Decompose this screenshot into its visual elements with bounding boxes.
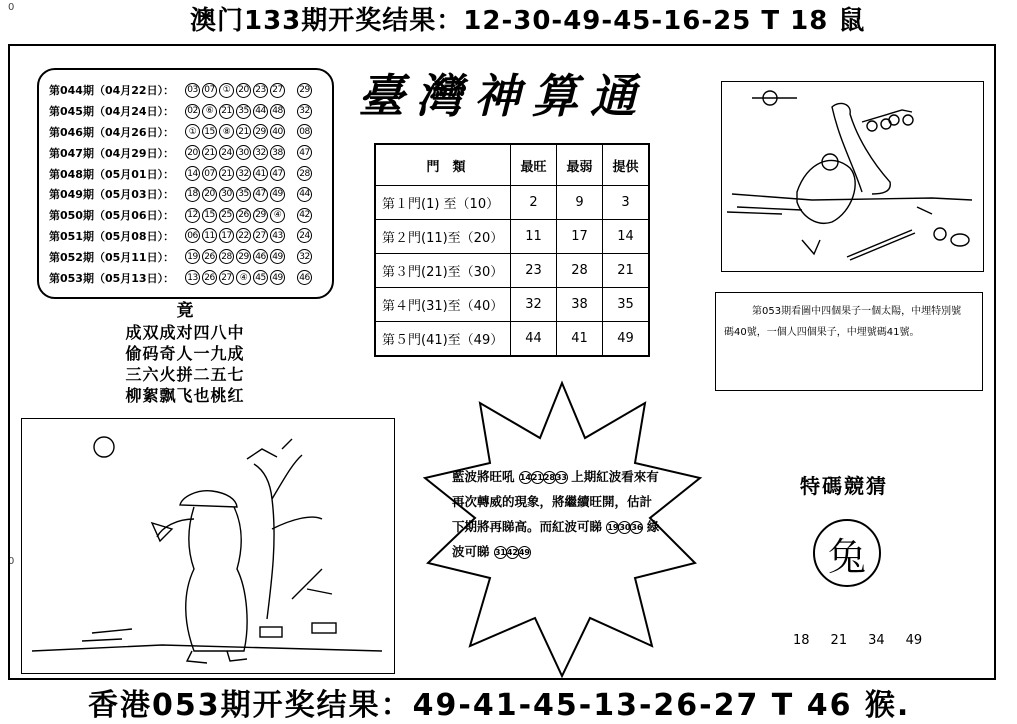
number-ball: 49 [270,187,285,202]
number-ball: 27 [253,228,268,243]
number-ball: 30 [236,145,251,160]
note-line: 第053期看圖中四個果子一個太陽，中埋特別號 [752,306,962,317]
special-number-ball: 32 [297,249,312,264]
table-cell-category: 第５門(41)至（49） [375,322,511,357]
poem-title: 竟 [176,301,194,321]
header-offered: 提供 [603,144,650,186]
number-ball: 26 [202,270,217,285]
special-number-ball: 32 [297,104,312,119]
star-text-2: 上期紅波看來有再次轉威的現象，將繼續旺開，估計下期將再睇高。而紅波可睇 [452,469,659,534]
poem-line: 柳絮飘飞也桃红 [125,386,245,405]
number-ball: 25 [219,208,234,223]
header-category: 門 類 [375,144,511,186]
header-hottest: 最旺 [511,144,557,186]
number-ball: 35 [236,187,251,202]
number-ball: ⑥ [202,104,217,119]
star-text-3: 綠波可睇 [452,519,660,559]
number-ball: 46 [253,249,268,264]
history-balls [185,270,312,285]
history-label: 第053期（05月13日）： [49,271,175,285]
history-label: 第044期（04月22日）： [49,84,175,98]
table-row [375,254,649,288]
number-ball: 02 [185,104,200,119]
number-ball: 33 [555,473,567,482]
special-number-ball: 47 [297,145,312,160]
table-row [375,186,649,220]
table-cell-value: 44 [511,322,557,357]
special-number-ball: 29 [297,83,312,98]
number-ball: 21 [219,104,234,119]
guess-number: 18 [793,633,810,648]
number-ball: 21 [202,145,217,160]
history-label: 第050期（05月06日）： [49,209,175,223]
poem-line: 偷码奇人一九成 [125,344,245,363]
guess-number: 21 [830,633,848,648]
number-ball: 23 [253,83,268,98]
number-ball: 29 [253,124,268,139]
note-line: 碼40號，一個人四個果子，中埋號碼41號。 [724,327,920,338]
history-label: 第051期（05月08日）： [49,229,175,243]
history-label: 第045期（04月24日）： [49,105,175,119]
number-ball: 03 [185,83,200,98]
number-ball: 12 [185,208,200,223]
number-ball: 06 [185,228,200,243]
history-row [49,142,324,163]
history-row [49,226,324,247]
history-balls [185,104,312,119]
history-row [49,122,324,143]
number-ball: 18 [185,187,200,202]
table-cell-value: 21 [603,254,650,288]
stats-table [374,143,650,357]
table-cell-value: 32 [511,288,557,322]
number-ball: 27 [219,270,234,285]
number-ball: ④ [236,270,251,285]
table-cell-value: 38 [557,288,603,322]
number-ball: 26 [202,249,217,264]
table-cell-value: 49 [603,322,650,357]
number-ball: 20 [236,83,251,98]
star-text-1: 藍波將旺吼 [452,469,515,484]
bottom-result-headline: 香港053期开奖结果：49-41-45-13-26-27 T 46 猴. [88,688,911,723]
number-ball: 47 [253,187,268,202]
table-cell-value: 41 [557,322,603,357]
number-ball: 48 [270,104,285,119]
ball-group [519,469,567,484]
table-row [375,288,649,322]
number-ball: 13 [185,270,200,285]
wanderer-drawing [22,419,394,673]
history-list [49,80,324,288]
number-ball: 21 [236,124,251,139]
table-cell-value: 28 [557,254,603,288]
number-ball: 47 [270,166,285,181]
special-number-ball: 46 [297,270,312,285]
number-ball: 32 [253,145,268,160]
number-ball: 31 [494,548,506,557]
number-ball: 11 [202,228,217,243]
number-ball: 49 [270,270,285,285]
wanderer-illustration [21,418,395,674]
number-ball: 30 [619,523,631,532]
ball-group [606,519,642,534]
history-row [49,267,324,288]
history-box [37,68,334,299]
table-cell-value: 9 [557,186,603,220]
history-row [49,101,324,122]
number-ball: 07 [202,83,217,98]
special-guess-title: 特碼競猜 [800,474,888,498]
header-coldest: 最弱 [557,144,603,186]
number-ball: 19 [607,523,619,532]
number-ball: 27 [270,83,285,98]
history-row [49,163,324,184]
sage-illustration [721,81,984,272]
table-cell-category: 第２門(11)至（20） [375,220,511,254]
number-ball: 14 [185,166,200,181]
number-ball: 28 [219,249,234,264]
table-cell-value: 14 [603,220,650,254]
number-ball: 15 [202,124,217,139]
table-cell-value: 11 [511,220,557,254]
history-label: 第049期（05月03日）： [49,188,175,202]
number-ball: 20 [185,145,200,160]
history-balls [185,249,312,264]
table-cell-value: 3 [603,186,650,220]
table-cell-value: 2 [511,186,557,220]
table-cell-value: 35 [603,288,650,322]
number-ball: 42 [506,548,518,557]
number-ball: ⑧ [219,124,234,139]
sage-drawing [722,82,983,271]
number-ball: 41 [253,166,268,181]
table-cell-category: 第４門(31)至（40） [375,288,511,322]
number-ball: 15 [202,208,217,223]
history-row [49,246,324,267]
number-ball: ① [219,83,234,98]
number-ball: 07 [202,166,217,181]
ball-group [494,544,530,559]
table-header-row [375,144,649,186]
guess-number: 49 [905,633,923,648]
number-ball: 38 [270,145,285,160]
special-number-ball: 28 [297,166,312,181]
number-ball: 20 [202,187,217,202]
number-ball: 40 [270,124,285,139]
special-number-ball: 44 [297,187,312,202]
history-label: 第046期（04月26日）： [49,125,175,139]
number-ball: 36 [631,523,643,532]
number-ball: 29 [253,208,268,223]
history-row [49,205,324,226]
special-number-ball: 08 [297,124,312,139]
guess-numbers [793,633,922,648]
moon-icon [94,437,114,457]
history-row [49,80,324,101]
number-ball: 19 [185,249,200,264]
zodiac-label: 兔 [827,534,866,579]
history-row [49,184,324,205]
history-label: 第047期（04月29日）： [49,146,175,160]
number-ball: 14 [519,473,531,482]
history-balls [185,124,312,139]
table-row [375,220,649,254]
poem-block [60,300,310,406]
history-balls [185,187,312,202]
number-ball: 26 [236,208,251,223]
history-label: 第048期（05月01日）： [49,167,175,181]
history-balls [185,228,312,243]
number-ball: ④ [270,208,285,223]
history-balls [185,166,312,181]
history-balls [185,83,312,98]
history-balls [185,208,312,223]
number-ball: 29 [236,249,251,264]
number-ball: 21 [219,166,234,181]
star-commentary [452,464,664,564]
table-cell-value: 17 [557,220,603,254]
side-mark: 0 [8,556,15,567]
number-ball: 21 [531,473,543,482]
table-cell-category: 第１門(1) 至（10） [375,186,511,220]
table-row [375,322,649,357]
corner-mark: 0 [8,2,15,13]
zodiac-badge [813,519,881,587]
poem-line: 三六火拼二五七 [125,365,245,384]
top-result-headline: 澳门133期开奖结果：12-30-49-45-16-25 T 18 鼠 [190,6,866,36]
number-ball: 44 [253,104,268,119]
number-ball: 32 [236,166,251,181]
main-title: 臺灣神算通 [358,69,648,123]
number-ball: 17 [219,228,234,243]
table-cell-value: 23 [511,254,557,288]
number-ball: 22 [236,228,251,243]
table-cell-category: 第３門(21)至（30） [375,254,511,288]
number-ball: 28 [543,473,555,482]
note-box [715,292,983,391]
number-ball: 43 [270,228,285,243]
number-ball: 30 [219,187,234,202]
number-ball: ① [185,124,200,139]
number-ball: 49 [518,548,530,557]
special-number-ball: 42 [297,208,312,223]
number-ball: 45 [253,270,268,285]
number-ball: 49 [270,249,285,264]
poem-line: 成双成对四八中 [125,323,245,342]
number-ball: 24 [219,145,234,160]
history-balls [185,145,312,160]
guess-number: 34 [868,633,885,648]
number-ball: 35 [236,104,251,119]
history-label: 第052期（05月11日）： [49,250,175,264]
special-number-ball: 24 [297,228,312,243]
